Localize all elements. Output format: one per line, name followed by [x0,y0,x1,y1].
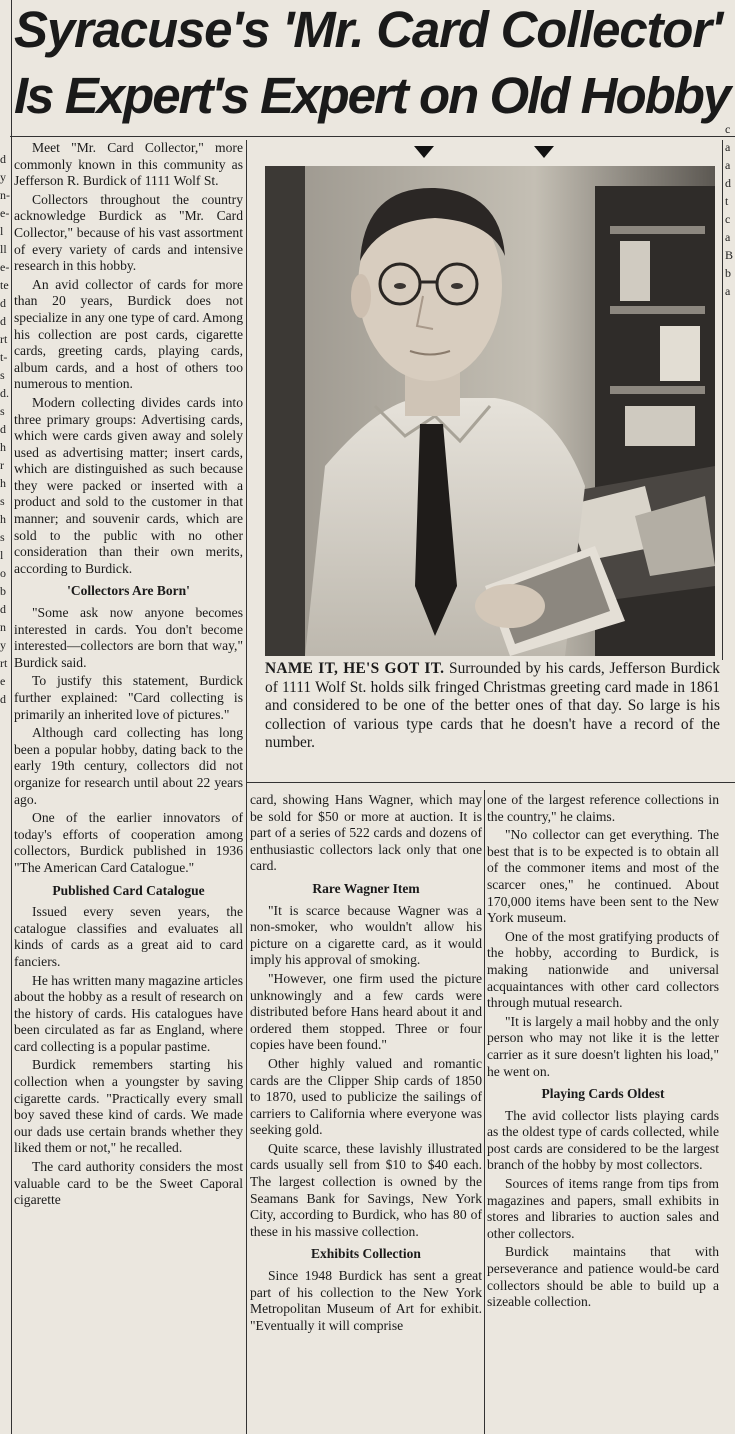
gutter-fragment: c [725,122,731,136]
paragraph: Burdick remembers starting his collection when a youngster by saving cigarette cards. "Practically every small boy saved these kind of cards. We made our dads use certain brands whether they liked them or not," he recalled. [14,1057,243,1156]
gutter-fragment: y [0,638,6,652]
gutter-fragment: ll [0,242,7,256]
paragraph: Quite scarce, these lavishly illustrated cards usually sell from $10 to $40 each. The largest collection is owned by the Seamans Bank for Savings, New York City, according to Burdick, who has 80 of these in his massive collection. [250,1140,482,1239]
gutter-fragment: a [725,140,731,154]
gutter-fragment: s [0,530,5,544]
left-gutter-fragments [0,150,10,710]
paragraph: Collectors throughout the country acknowledge Burdick as "Mr. Card Collector," because of his vast assortment of every variety of cards and intensive research in this hobby. [14,191,243,274]
paragraph: The card authority considers the most valuable card to be the Sweet Caporal cigarette [14,1159,243,1208]
paragraph: An avid collector of cards for more than 20 years, Burdick does not specialize in any one type of card. Among his collection are post cards, cigarette cards, greeting cards, playing cards, album cards, and a host of others too numerous to mention. [14,276,243,392]
subheading: Playing Cards Oldest [541,1086,665,1102]
caption-lead: NAME IT, HE'S GOT IT. [265,660,445,677]
paragraph: To justify this statement, Burdick further explained: "Card collecting is primarily an inherited love of pictures." [14,673,243,722]
paragraph: He has written many magazine articles about the hobby as a result of research on the history of cards. His catalogues have been circulated as far as England, where card collecting is a popular pastime. [14,972,243,1054]
gutter-fragment: d. [0,386,9,400]
column-rule-1 [246,140,247,1434]
portrait-photo-drawing [265,166,715,656]
gutter-fragment: a [725,158,731,172]
gutter-fragment: b [725,266,731,280]
paragraph: Although card collecting has long been a popular hobby, dating back to the early 19th century, collectors did not organize for research until about 22 years ago. [14,725,243,807]
gutter-fragment: a [725,230,731,244]
paragraph: Meet "Mr. Card Collector," more commonly known in this community as Jefferson R. Burdick of 1111 Wolf St. [14,140,243,189]
gutter-fragment: l [0,224,4,238]
gutter-fragment: d [0,422,6,436]
paragraph: One of the most gratifying products of the hobby, according to Burdick, is making nationwide and universal acquaintances with other card collectors through mutual research. [487,928,719,1011]
headline-line-1: Syracuse's 'Mr. Card Collector' [14,1,722,58]
column-rule-2 [484,790,485,1434]
caption-rule [246,782,735,783]
paragraph: "It is largely a mail hobby and the only person who may not like it is the letter carrier as it sure doesn't lighten his load," he went on. [487,1013,719,1079]
headline-rule [10,136,735,137]
paragraph: "Some ask now anyone becomes interested in cards. You don't become interested—collectors are born that way," Burdick said. [14,605,243,670]
gutter-fragment: e- [0,206,10,220]
left-border-rule [11,0,12,1434]
subheading: Published Card Catalogue [52,882,205,898]
gutter-fragment: B [725,248,734,262]
gutter-fragment: r [0,458,4,472]
gutter-fragment: d [0,296,6,310]
subheading: 'Collectors Are Born' [67,583,190,599]
gutter-fragment: e- [0,260,10,274]
portrait-photo [265,166,715,656]
article-column-1 [14,140,243,1211]
gutter-fragment: a [725,284,731,298]
gutter-fragment: h [0,512,6,526]
gutter-fragment: d [0,152,6,166]
paragraph: Modern collecting divides cards into three primary groups: Advertising cards, which were cards given away and solely used as advertising matter; insert cards, which are distinguished as such because they were packed or inserted with a product and sold to the customer in that manner; and souvenir cards, which are sold to the public with no other consideration than their own merits, according to Burdick. [14,394,243,576]
arrow-down-icon [534,146,554,158]
gutter-fragment: n- [0,188,10,202]
headline [14,0,729,132]
gutter-fragment: te [0,278,9,292]
paragraph: "However, one firm used the picture unknowingly and a few cards were distributed before Hans heard about it and ordered them stopped. Three or four copies have been found." [250,970,482,1053]
article-column-2 [250,792,482,1336]
headline-line-2: Is Expert's Expert on Old Hobby [14,67,730,124]
subheading: Rare Wagner Item [312,880,420,896]
gutter-fragment: t [725,194,729,208]
gutter-fragment: h [0,476,6,490]
gutter-fragment: n [0,620,6,634]
caption-text: Surrounded by his cards, Jefferson Burdick of 1111 Wolf St. holds silk fringed Christmas greeting card made in 1861 and considered to be one of the better ones of that day. So large is his collection of various type cards that he doesn't have a record of the number. [265,660,720,752]
paragraph: Burdick maintains that with perseverance and patience would-be card collectors should be able to build up a sizeable collection. [487,1244,719,1310]
paragraph: Since 1948 Burdick has sent a great part of his collection to the New York Metropolitan Museum of Art for exhibit. "Eventually it will comprise [250,1268,482,1333]
gutter-fragment: s [0,368,5,382]
gutter-fragment: l [0,548,4,562]
gutter-fragment: s [0,404,5,418]
gutter-fragment: s [0,494,5,508]
gutter-fragment: t- [0,350,8,364]
gutter-fragment: o [0,566,6,580]
gutter-fragment: b [0,584,6,598]
paragraph: "No collector can get everything. The best that is to be expected is to obtain all of the commoner items and most of the scarcer ones," he continued. About 170,000 items have been sent to the New York museum. [487,827,719,926]
article-column-3 [487,792,719,1313]
arrow-down-icon [414,146,434,158]
paragraph: one of the largest reference collections in the country," he claims. [487,792,719,824]
right-border-rule [722,140,723,660]
gutter-fragment: d [0,602,6,616]
paragraph: One of the earlier innovators of today's efforts of cooperation among collectors, Burdick published in 1936 "The American Card Catalogue." [14,810,243,875]
paragraph: Sources of items range from tips from magazines and papers, small exhibits in stores and libraries to auction sales and other collectors. [487,1176,719,1241]
gutter-fragment: h [0,440,6,454]
gutter-fragment: c [725,212,731,226]
gutter-fragment: e [0,674,6,688]
gutter-fragment: d [0,692,6,706]
subheading: Exhibits Collection [311,1246,421,1262]
photo-caption [265,660,720,753]
paragraph: Other highly valued and romantic cards are the Clipper Ship cards of 1850 to 1870, used to publicize the sailings of carriers to California where everyone was seeking gold. [250,1055,482,1138]
paragraph: Issued every seven years, the catalogue classifies and evaluates all kinds of cards as a great aid to card fanciers. [14,904,243,969]
paragraph: The avid collector lists playing cards as the oldest type of cards collected, while post cards are considered to be the largest branch of the hobby by most collectors. [487,1107,719,1173]
gutter-fragment: y [0,170,6,184]
paragraph: "It is scarce because Wagner was a non-smoker, who wouldn't allow his picture on a cigarette card, as it would imply his approval of smoking. [250,902,482,968]
right-gutter-fragments [725,120,735,600]
gutter-fragment: d [0,314,6,328]
paragraph: card, showing Hans Wagner, which may be sold for $50 or more at auction. It is part of a series of 522 cards and dozens of enthusiastic collectors lack only that one card. [250,792,482,874]
gutter-fragment: rt [0,332,8,346]
gutter-fragment: d [725,176,731,190]
gutter-fragment: rt [0,656,8,670]
